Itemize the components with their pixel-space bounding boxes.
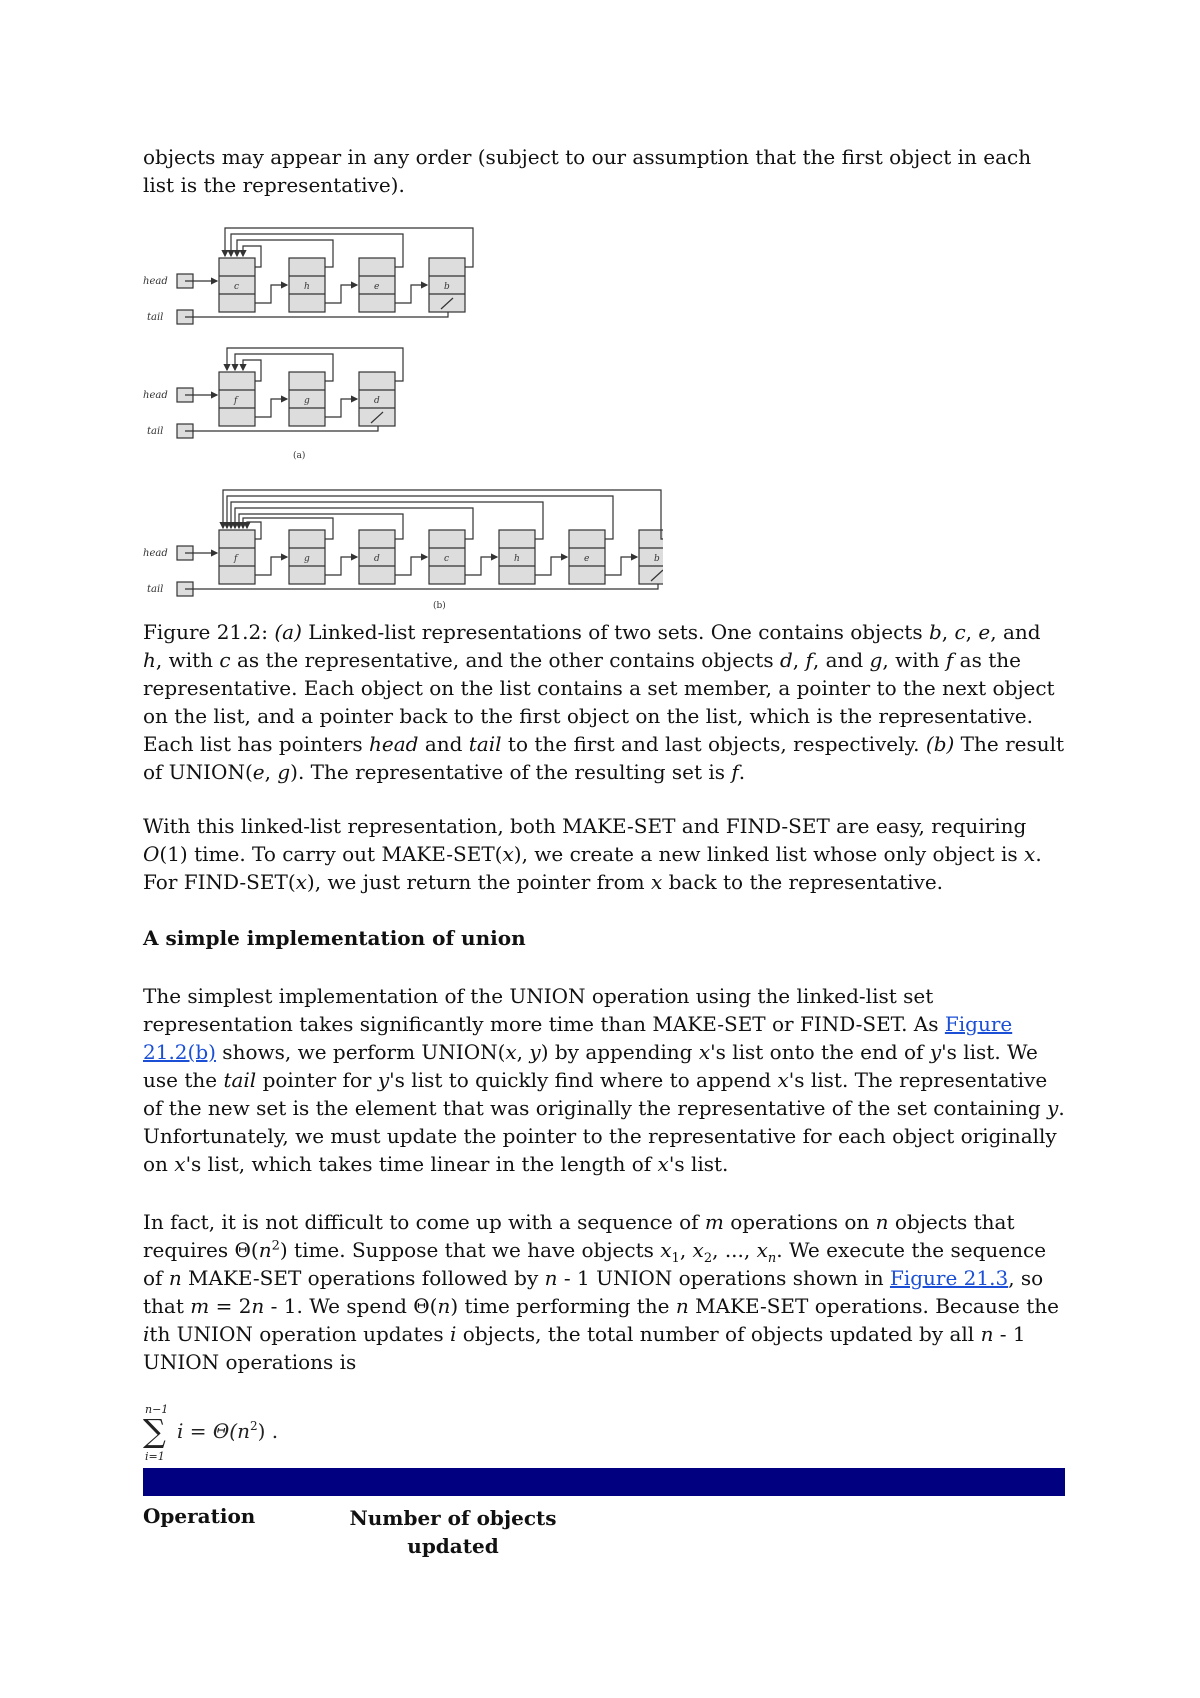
svg-text:h: h (514, 554, 520, 564)
svg-text:n−1: n−1 (145, 1403, 169, 1416)
svg-text:tail: tail (147, 312, 164, 323)
svg-text:c: c (444, 554, 450, 564)
table-col-objects-updated: Number of objects updated (349, 1506, 557, 1558)
svg-text:e: e (374, 282, 380, 292)
svg-text:c: c (234, 282, 240, 292)
svg-text:f: f (234, 396, 238, 406)
svg-text:e: e (584, 554, 590, 564)
svg-text:tail: tail (147, 426, 164, 437)
paragraph-sequence-cost: In fact, it is not difficult to come up with a sequence of m operations on n objects that requires $\Theta(n^2)$ time. Suppose that we have objects $x_1$, $x_2$, ..., $x_n$. We execute the sequence of n MAKE-SET operations followed by n - 1 UNION operations shown in Figure 21.3, so that m = 2n - 1. We spend Θ(n) time performing the n MAKE-SET operations. Because the ith UNION operation updates i objects, the total number of objects updated by all n - 1 UNION operations is (143, 1210, 1059, 1374)
paragraph-union-implementation: The simplest implementation of the UNION operation using the linked-list set representation takes significantly more time than MAKE-SET or FIND-SET. As Figure 21.2(b) shows, we perform UNION(x, y) by appending x's list onto the end of y's list. We use the tail pointer for y's list to quickly find where to append x's list. The representative of the new set is the element that was originally the representative of the set containing y. Unfortunately, we must update the pointer to the representative for each object originally on x's list, which takes time linear in the length of x's list. (143, 984, 1065, 1176)
figure-21-2 (143, 222, 663, 614)
svg-text:h: h (304, 282, 310, 292)
svg-text:head: head (143, 548, 168, 559)
figure-caption: Figure 21.2: (a) Linked-list representations of two sets. One contains objects b, c, e, and h, with c as the representative, and the other contains objects d, f, and g, with f as the representative. Each object on the list contains a set member, a pointer to the next object on the list, and a pointer back to the first object on the list, which is the representative. Each list has pointers head and tail to the first and last objects, respectively. (b) The result of UNION(e, g). The representative of the resulting set is f. (143, 620, 1065, 784)
svg-text:tail: tail (147, 584, 164, 595)
part-a-label: (a) (293, 451, 306, 461)
svg-text:i = Θ(n2) .: $i = \Theta(n^2)$ . (177, 1419, 279, 1443)
formula-svg (143, 1402, 303, 1462)
list-f-g-d (143, 348, 403, 438)
list-c-h-e-b (143, 228, 473, 324)
svg-text:head: head (143, 390, 168, 401)
section-heading: A simple implementation of union (143, 926, 526, 950)
part-b-label: (b) (433, 601, 446, 610)
svg-text:i=1: i=1 (145, 1450, 165, 1462)
table-col-operation: Operation (143, 1504, 256, 1528)
intro-paragraph: objects may appear in any order (subject to our assumption that the first object in each list is the representative). (143, 145, 1032, 197)
svg-text:d: d (374, 554, 380, 564)
svg-text:f: f (234, 554, 238, 564)
summation-formula (143, 1402, 303, 1466)
list-union-result (143, 490, 663, 596)
linked-list-diagram (143, 222, 663, 610)
figure-21-2b-link[interactable]: Figure 21.2(b) (143, 1012, 1013, 1064)
svg-text:b: b (444, 282, 450, 292)
svg-text:head: head (143, 276, 168, 287)
svg-text:∑: ∑ (143, 1412, 166, 1450)
table-header-bar (143, 1468, 1065, 1496)
svg-text:b: b (654, 554, 660, 564)
svg-text:d: d (374, 396, 380, 406)
paragraph-make-set-find-set: With this linked-list representation, both MAKE-SET and FIND-SET are easy, requiring O(1) time. To carry out MAKE-SET(x), we create a new linked list whose only object is x. For FIND-SET(x), we just return the pointer from x back to the representative. (143, 814, 1042, 894)
figure-21-3-link[interactable]: Figure 21.3 (889, 1266, 1009, 1290)
svg-text:g: g (304, 396, 310, 406)
svg-text:g: g (304, 554, 310, 564)
